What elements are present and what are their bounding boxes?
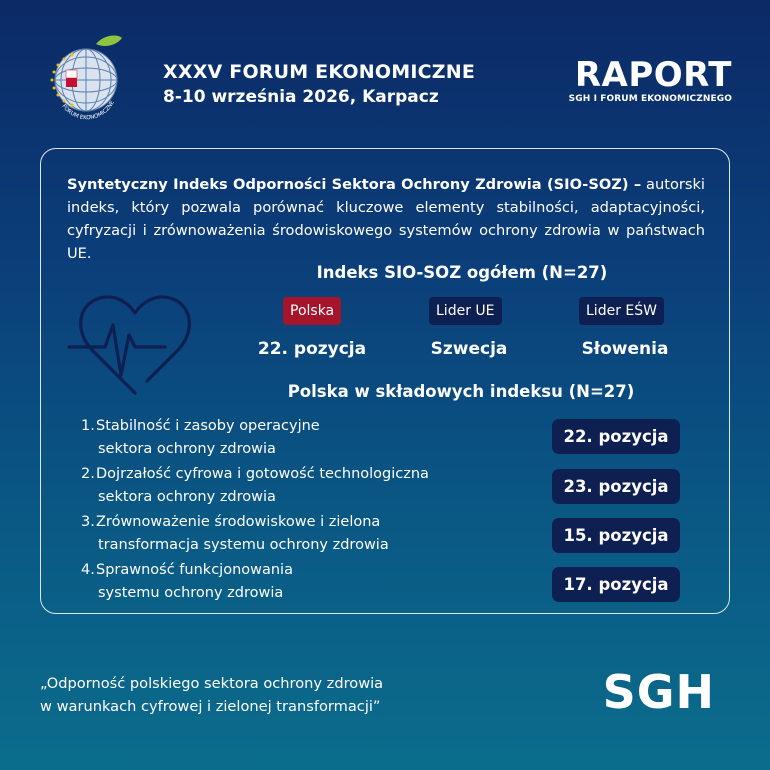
eu-leader-country: Szwecja bbox=[430, 339, 508, 359]
component-label-line2: systemu ochrony zdrowia bbox=[98, 585, 284, 601]
index-name: Syntetyczny Indeks Odporności Sektora Ochrony Zdrowia (SIO-SOZ) – bbox=[67, 176, 642, 193]
report-title-quote bbox=[40, 672, 383, 718]
forum-title: XXXV FORUM EKONOMICZNE bbox=[163, 61, 476, 83]
overall-index-title: Indeks SIO-SOZ ogółem (N=27) bbox=[316, 263, 608, 282]
tag-poland: Polska bbox=[283, 297, 341, 325]
component-item bbox=[81, 511, 389, 557]
component-position-badge: 23. pozycja bbox=[552, 469, 680, 504]
component-position-badge: 22. pozycja bbox=[552, 419, 680, 454]
component-number: 2. bbox=[81, 466, 95, 482]
quote-line-2: w warunkach cyfrowej i zielonej transformacji” bbox=[40, 698, 381, 715]
component-number: 4. bbox=[81, 562, 95, 578]
heart-pulse-icon bbox=[65, 285, 205, 401]
raport-logo bbox=[568, 55, 732, 105]
sgh-logo: SGH bbox=[602, 665, 715, 719]
forum-globe-logo-icon bbox=[42, 32, 134, 124]
index-description-text: autorski indeks, który pozwala porównać kluczowe elementy stabilności, adaptacyjności, cyfryzacji i zrównoważenia środowiskowego systemów ochrony zdrowia w państwach UE. bbox=[67, 176, 705, 262]
component-label-line2: sektora ochrony zdrowia bbox=[98, 489, 276, 505]
component-position-badge: 17. pozycja bbox=[552, 567, 680, 602]
component-item bbox=[81, 559, 293, 605]
component-number: 1. bbox=[81, 418, 95, 434]
component-label-line1: Zrównoważenie środowiskowe i zielona bbox=[96, 514, 381, 530]
index-description bbox=[67, 173, 705, 265]
components-title: Polska w składowych indeksu (N=27) bbox=[287, 382, 635, 401]
forum-header bbox=[163, 60, 475, 109]
raport-title: RAPORT bbox=[574, 55, 732, 95]
component-label-line1: Dojrzałość cyfrowa i gotowość technologiczna bbox=[96, 466, 429, 482]
index-card bbox=[40, 148, 730, 614]
tag-cee-leader: Lider EŚW bbox=[579, 297, 664, 325]
forum-date-location: 8-10 września 2026, Karpacz bbox=[163, 87, 439, 107]
cee-leader-country: Słowenia bbox=[581, 339, 669, 359]
poland-overall-position: 22. pozycja bbox=[257, 339, 367, 359]
component-label-line2: sektora ochrony zdrowia bbox=[98, 441, 276, 457]
component-item bbox=[81, 463, 429, 509]
component-item bbox=[81, 415, 320, 461]
forum-logo-text: FORUM EKONOMICZNE bbox=[60, 100, 116, 122]
component-label-line2: transformacja systemu ochrony zdrowia bbox=[98, 537, 389, 553]
component-number: 3. bbox=[81, 514, 95, 530]
component-label-line1: Sprawność funkcjonowania bbox=[96, 562, 293, 578]
tag-eu-leader: Lider UE bbox=[429, 297, 502, 325]
raport-subtitle: SGH I FORUM EKONOMICZNEGO bbox=[568, 94, 732, 104]
quote-line-1: „Odporność polskiego sektora ochrony zdrowia bbox=[40, 675, 384, 692]
component-label-line1: Stabilność i zasoby operacyjne bbox=[96, 418, 320, 434]
component-position-badge: 15. pozycja bbox=[552, 518, 680, 553]
